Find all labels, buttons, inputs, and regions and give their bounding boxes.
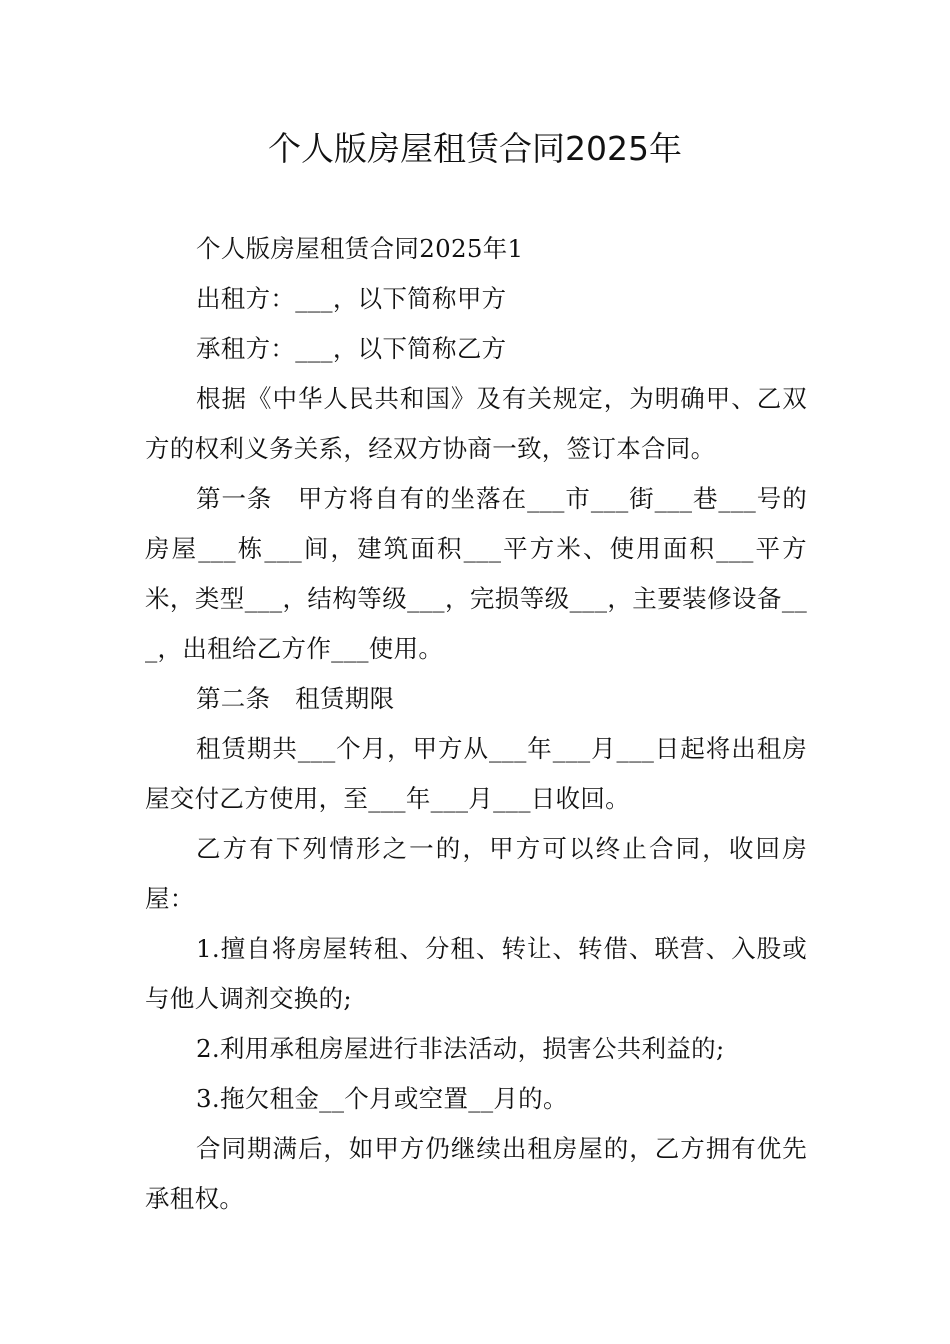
paragraph-article-2-heading: 第二条 租赁期限 xyxy=(196,684,395,713)
document-body xyxy=(145,224,807,1224)
paragraph-condition-3: 3.拖欠租金__个月或空置__月的。 xyxy=(196,1084,568,1113)
paragraph-lessor: 出租方：___，以下简称甲方 xyxy=(196,284,507,313)
paragraph-condition-2: 2.利用承租房屋进行非法活动，损害公共利益的; xyxy=(196,1034,725,1063)
paragraph-subtitle: 个人版房屋租赁合同2025年1 xyxy=(196,234,524,263)
paragraph-article-1: 第一条 甲方将自有的坐落在___市___街___巷___号的房屋___栋___间，建筑面积___平方米、使用面积___平方米，类型___，结构等级___，完损等级___，主要装修设备___，出租给乙方作___使用。 xyxy=(145,484,807,663)
paragraph-condition-1: 1.擅自将房屋转租、分租、转让、转借、联营、入股或与他人调剂交换的; xyxy=(145,934,807,1013)
paragraph-lease-term: 租赁期共___个月，甲方从___年___月___日起将出租房屋交付乙方使用，至___年___月___日收回。 xyxy=(145,734,807,813)
paragraph-termination-conditions: 乙方有下列情形之一的，甲方可以终止合同，收回房屋： xyxy=(145,834,807,913)
document-title: 个人版房屋租赁合同2025年 xyxy=(268,129,682,168)
paragraph-renewal-priority: 合同期满后，如甲方仍继续出租房屋的，乙方拥有优先承租权。 xyxy=(145,1134,807,1213)
paragraph-lessee: 承租方：___，以下简称乙方 xyxy=(196,334,507,363)
paragraph-preamble: 根据《中华人民共和国》及有关规定，为明确甲、乙双方的权利义务关系，经双方协商一致，签订本合同。 xyxy=(145,384,807,463)
